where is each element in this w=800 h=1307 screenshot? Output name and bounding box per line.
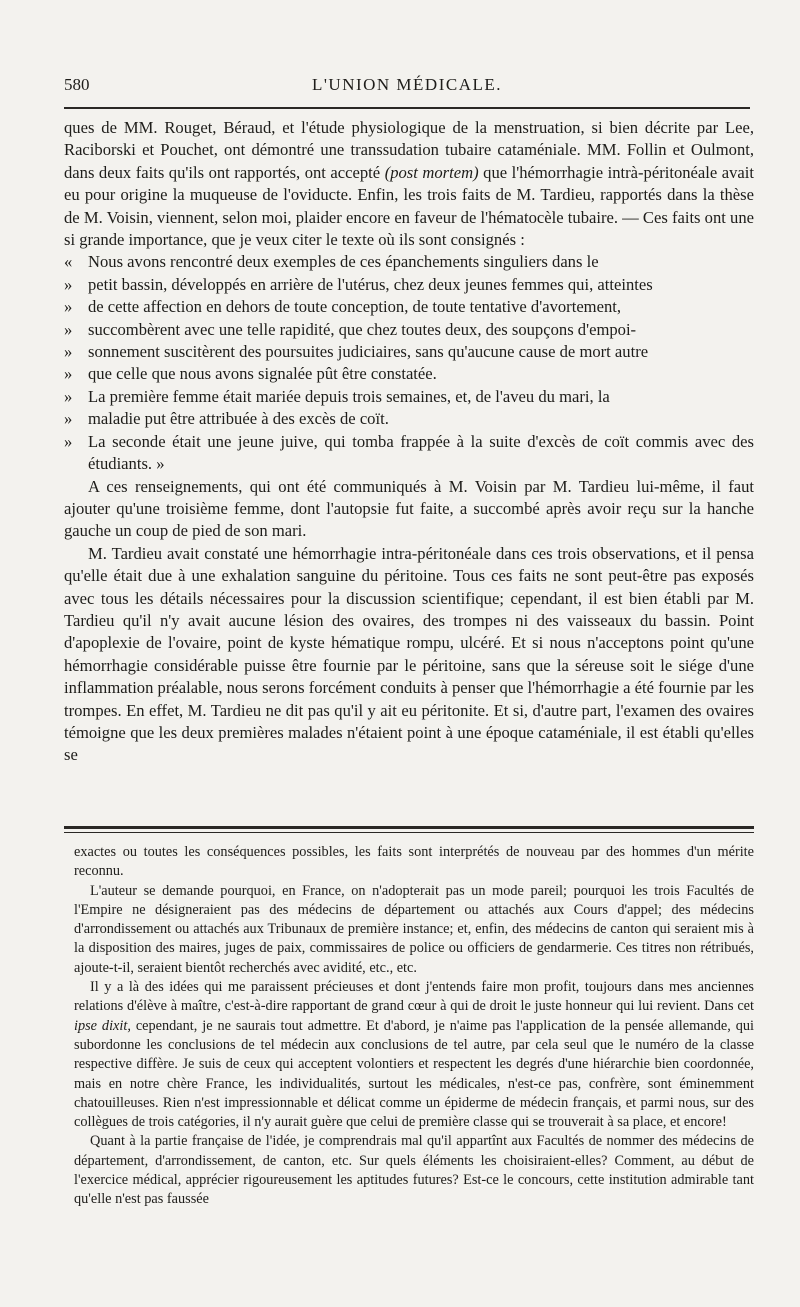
- ipse-dixit-term: ipse dixit,: [74, 1017, 131, 1034]
- feuilleton-paragraph: L'auteur se demande pourquoi, en France, on n'adopterait pas un mode pareil; pourquoi les trois Facultés de l'Empire ne désigneraient pas des médecins de département ou attachés aux Cours d'appel; des médecins d'arrondissement ou attachés aux Tribunaux de première instance; et, enfin, des médecins de canton qui seraient mis à la disposition des maires, juges de paix, commissaires de police ou officiers de gendarmerie. Ces titres non rétribués, ajoute-t-il, seraient bientôt recherchés avec avidité, etc., etc.: [74, 882, 754, 976]
- quote-text: petit bassin, développés en arrière de l'utérus, chez deux jeunes femmes qui, atteintes: [88, 274, 653, 294]
- quote-mark: »: [64, 431, 73, 451]
- quote-line: [64, 408, 754, 430]
- header-rule: [64, 107, 750, 109]
- quote-mark: »: [64, 386, 73, 406]
- quote-mark: «: [64, 252, 73, 272]
- quote-mark: »: [64, 297, 73, 317]
- paragraph-text: cependant, je ne saurais tout admettre. Et d'abord, je n'aime pas l'application de la pensée allemande, qui subordonne les conclusions de tel médecin aux conclusions de tel autre, par cela seul que le numéro de la classe respective diffère. Je suis de ceux qui acceptent volontiers et respectent les degrés d'une hiérarchie bien coordonnée, mais en notre chère France, les individualités, surtout les médicales, n'est-ce pas, confrère, sont éminemment chatouilleuses. Rien n'est impressionnable et délicat comme un épiderme de médecin français, et parmi nous, sur des collègues de trois catégories, il n'y aurait guère que celui de première classe qui se trouverait à sa place, et encore!: [74, 1017, 754, 1131]
- feuilleton-text: [74, 843, 754, 1210]
- paragraph-text: ques de MM. Rouget, Béraud, et l'étude physiologique de la menstruation, si bien décrite par Lee, Raciborski et Pouchet, ont démontré une transsudation tubaire cataméniale. MM. Follin et Oulmont, dans deux faits qu'ils ont rapportés, ont accepté: [64, 118, 754, 182]
- quote-text: de cette affection en dehors de toute conception, de toute tentative d'avortement,: [88, 297, 622, 317]
- quote-mark: »: [64, 364, 73, 384]
- paragraph: A ces renseignements, qui ont été communiqués à M. Voisin par M. Tardieu lui-même, il faut ajouter qu'une troisième femme, dont l'autopsie fut faite, a succombé après avoir reçu sur la hanche gauche un coup de pied de son mari.: [64, 476, 754, 541]
- quote-text: que celle que nous avons signalée pût être constatée.: [88, 364, 437, 384]
- quote-line: [64, 296, 754, 318]
- paragraph: [64, 117, 754, 251]
- quote-mark: »: [64, 319, 73, 339]
- quote-mark: »: [64, 274, 73, 294]
- feuilleton-paragraph: Quant à la partie française de l'idée, je comprendrais mal qu'il appartînt aux Facultés de nommer des médecins de département, d'arrondissement, de canton, etc. Sur quels éléments les choisiraient-elles? Comment, au début de l'exercice médical, apprécier rigoureusement les aptitudes futures? Est-ce le concours, cette institution admirable tant qu'elle n'est pas faussée: [74, 1133, 754, 1208]
- quote-mark: »: [64, 342, 73, 362]
- footnote-rule: [64, 826, 754, 829]
- journal-title: L'UNION MÉDICALE.: [311, 75, 503, 94]
- feuilleton-paragraph: exactes ou toutes les conséquences possibles, les faits sont interprétés de nouveau par des hommes d'un mérite reconnu.: [74, 844, 754, 880]
- quote-line: [64, 341, 754, 363]
- page-header: [64, 73, 750, 103]
- quote-line: [64, 363, 754, 385]
- paragraph-text: que l'hémorrhagie intrà-péritonéale avait eu pour origine la muqueuse de l'oviducte. Enfin, les trois faits de M. Tardieu, rapportés dans la thèse de M. Voisin, viennent, selon moi, plaider encore en faveur de l'hématocèle tubaire. — Ces faits ont une si grande importance, que je veux citer le texte où ils sont consignés :: [64, 162, 755, 250]
- footnote-rule-thin: [64, 832, 754, 833]
- quote-text: La première femme était mariée depuis trois semaines, et, de l'aveu du mari, la: [88, 386, 610, 406]
- quote-line: [64, 274, 754, 296]
- quote-text: maladie put être attribuée à des excès de coït.: [88, 409, 389, 429]
- post-mortem-term: (post mortem): [384, 162, 479, 182]
- paragraph: M. Tardieu avait constaté une hémorrhagie intra-péritonéale dans ces trois observations, et il pensa qu'elle était due à une exhalation sanguine du péritoine. Tous ces faits ne sont peut-être pas exposés avec tous les détails nécessaires pour la discussion scientifique; cependant, il est bien établi par M. Tardieu qu'il n'y avait aucune lésion des ovaires, des trompes ni des vaisseaux du bassin. Point d'apoplexie de l'ovaire, point de kyste hématique rompu, ulcéré. Et si nous n'acceptons point qu'une hémorrhagie considérable puisse être fournie par le péritoine, sans que la séreuse soit le siége d'une inflammation préalable, nous serons forcément conduits à penser que l'hémorrhagie a été fournie par les trompes. En effet, M. Tardieu ne dit pas qu'il y ait eu péritonite. Et si, d'autre part, l'examen des ovaires témoigne que les deux premières malades n'étaient point à une époque cataméniale, il est établi qu'elles se: [64, 543, 754, 765]
- quote-text: Nous avons rencontré deux exemples de ces épanchements singuliers dans le: [88, 252, 599, 272]
- quote-text: succombèrent avec une telle rapidité, que chez toutes deux, des soupçons d'empoi-: [88, 319, 637, 339]
- quote-text: La seconde était une jeune juive, qui tomba frappée à la suite d'excès de coït commis avec des étudiants. »: [88, 431, 754, 474]
- page-number: 580: [64, 75, 90, 94]
- quote-mark: »: [64, 409, 73, 429]
- paragraph-text: Il y a là des idées qui me paraissent précieuses et dont j'entends faire mon profit, toujours dans mes anciennes relations d'élève à maître, c'est-à-dire rapportant de grand cœur à qui de droit le juste honneur qui lui revient. Dans cet: [74, 979, 754, 1015]
- quote-text: sonnement suscitèrent des poursuites judiciaires, sans qu'aucune cause de mort autre: [88, 342, 649, 362]
- feuilleton-paragraph: [74, 978, 754, 1132]
- quote-line: [64, 431, 754, 476]
- main-text: [64, 117, 754, 767]
- quote-line: [64, 386, 754, 408]
- quote-line: [64, 319, 754, 341]
- quote-line: [64, 251, 754, 273]
